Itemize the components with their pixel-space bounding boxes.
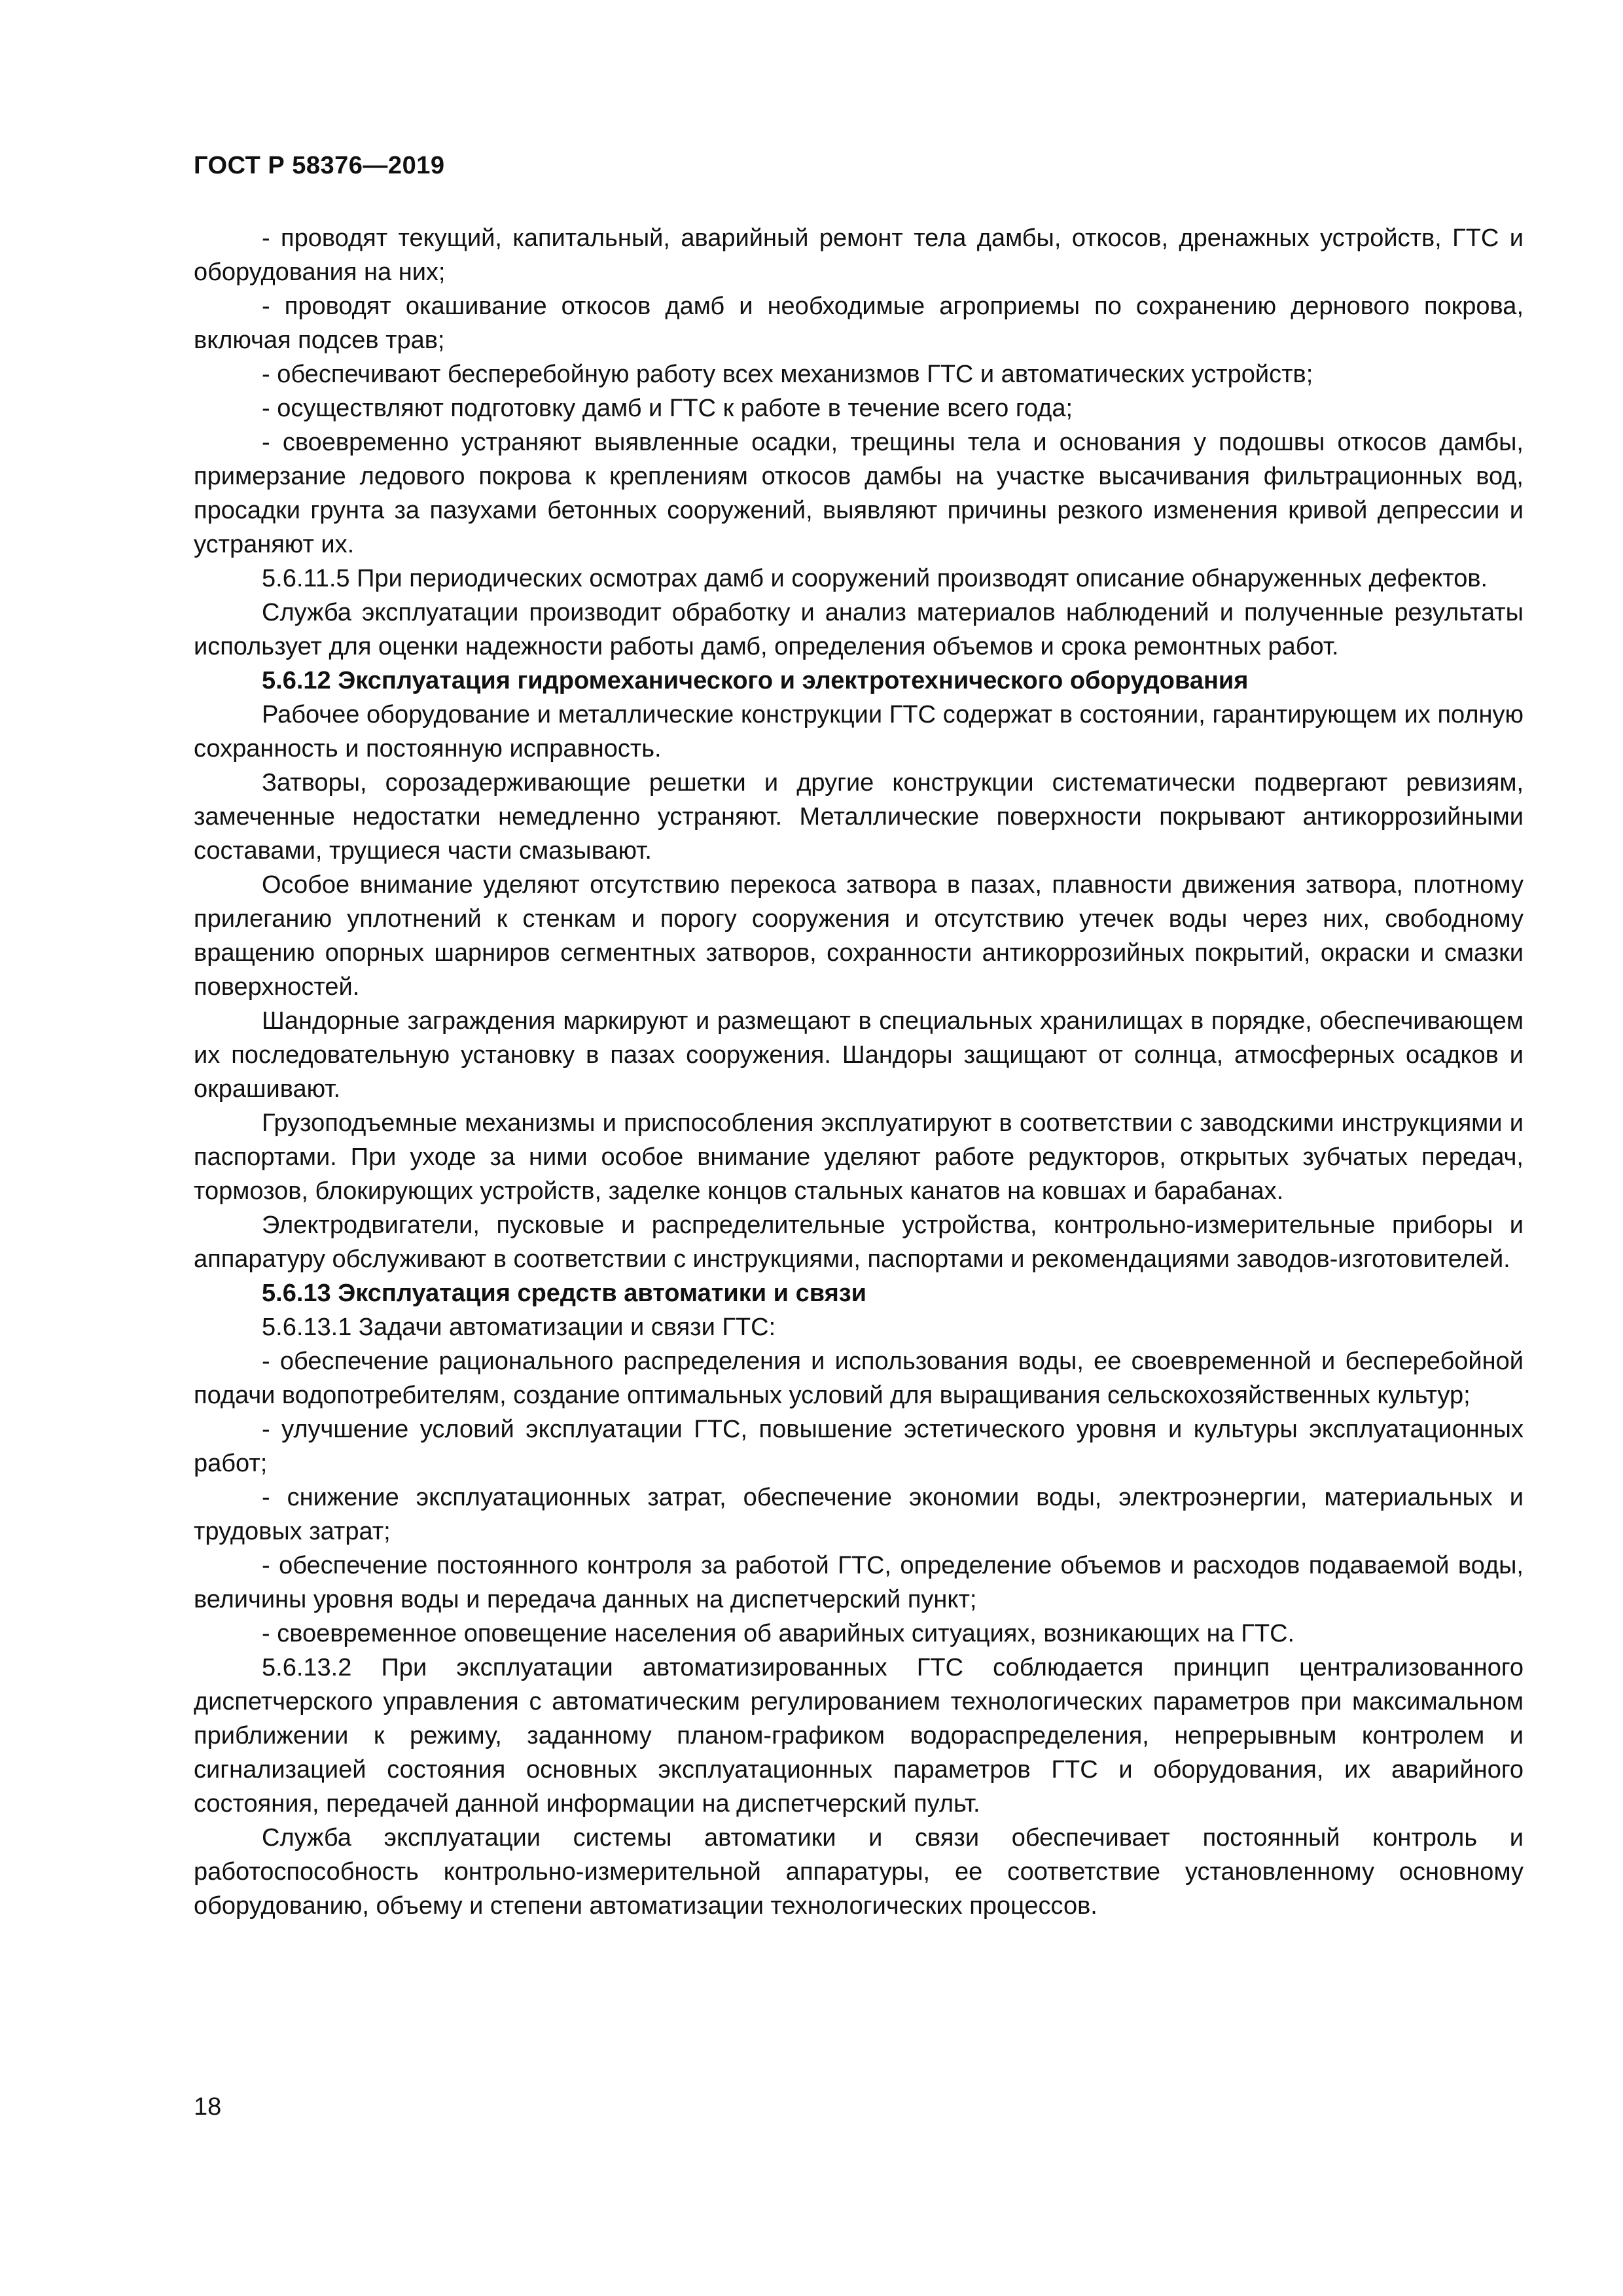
list-item-alerting: - своевременное оповещение населения об аварийных ситуациях, возникающих на ГТС. (262, 1620, 1295, 1647)
clause-5-6-13-2: 5.6.13.2 При эксплуатации автоматизированных ГТС соблюдается принцип централизованного диспетчерского управления с автоматическим регулированием технологических параметров при максимальном приближении к режиму, заданному планом-графиком водораспределения, непрерывным контролем и сигнализацией состояния основных эксплуатационных параметров ГТС и оборудования, их аварийного состояния, передачей данной информации на диспетчерский пульт. (194, 1654, 1524, 1818)
paragraph-working-equipment: Рабочее оборудование и металлические конструкции ГТС содержат в состоянии, гарантирующем их полную сохранность и постоянную исправность. (194, 701, 1524, 762)
paragraph-operation-service: Служба эксплуатации производит обработку и анализ материалов наблюдений и полученные результаты использует для оценки надежности работы дамб, определения объемов и срока ремонтных работ. (194, 599, 1524, 660)
section-heading-5-6-12: 5.6.12 Эксплуатация гидромеханического и электротехнического оборудования (262, 667, 1249, 694)
paragraph-lifting-mechanisms: Грузоподъемные механизмы и приспособления эксплуатируют в соответствии с заводскими инструкциями и паспортами. При уходе за ними особое внимание уделяют работе редукторов, открытых зубчатых передач, тормозов, блокирующих устройств, заделке концов стальных канатов на ковшах и барабанах. (194, 1109, 1524, 1205)
list-item-mechanisms: - обеспечивают бесперебойную работу всех механизмов ГТС и автоматических устройств; (262, 361, 1313, 388)
document-body (194, 221, 1524, 1923)
list-item-water-distribution: - обеспечение рационального распределения и использования воды, ее своевременной и бесперебойной подачи водопотребителям, создание оптимальных условий для выращивания сельскохозяйственных культур; (194, 1348, 1524, 1409)
section-heading-5-6-13: 5.6.13 Эксплуатация средств автоматики и связи (262, 1280, 867, 1307)
paragraph-stoplogs: Шандорные заграждения маркируют и размещают в специальных хранилищах в порядке, обеспечивающем их последовательную установку в пазах сооружения. Шандоры защищают от солнца, атмосферных осадков и окрашивают. (194, 1007, 1524, 1103)
clause-5-6-11-5: 5.6.11.5 При периодических осмотрах дамб и сооружений производят описание обнаруженных дефектов. (262, 565, 1488, 592)
list-item-repair: - проводят текущий, капитальный, аварийный ремонт тела дамбы, откосов, дренажных устройств, ГТС и оборудования на них; (194, 224, 1524, 286)
list-item-cost-reduction: - снижение эксплуатационных затрат, обеспечение экономии воды, электроэнергии, материальных и трудовых затрат; (194, 1484, 1524, 1545)
list-item-mowing: - проводят окашивание откосов дамб и необходимые агроприемы по сохранению дернового покрова, включая подсев трав; (194, 293, 1524, 354)
page-number: 18 (194, 2093, 222, 2121)
paragraph-automation-service: Служба эксплуатации системы автоматики и связи обеспечивает постоянный контроль и работоспособность контрольно-измерительной аппаратуры, ее соответствие установленному основному оборудованию, объему и степени автоматизации технологических процессов. (194, 1824, 1524, 1920)
paragraph-gates: Затворы, сорозадерживающие решетки и другие конструкции систематически подвергают ревизиям, замеченные недостатки немедленно устраняют. Металлические поверхности покрывают антикоррозийными составами, трущиеся части смазывают. (194, 769, 1524, 865)
list-item-operating-conditions: - улучшение условий эксплуатации ГТС, повышение эстетического уровня и культуры эксплуатационных работ; (194, 1416, 1524, 1477)
standard-header: ГОСТ Р 58376—2019 (194, 152, 445, 179)
list-item-monitoring: - обеспечение постоянного контроля за работой ГТС, определение объемов и расходов подаваемой воды, величины уровня воды и передача данных на диспетчерский пункт; (194, 1552, 1524, 1613)
paragraph-electric-motors: Электродвигатели, пусковые и распределительные устройства, контрольно-измерительные приборы и аппаратуру обслуживают в соответствии с инструкциями, паспортами и рекомендациями заводов-изготовителей. (194, 1211, 1524, 1273)
clause-5-6-13-1: 5.6.13.1 Задачи автоматизации и связи ГТС: (262, 1314, 776, 1341)
list-item-preparation: - осуществляют подготовку дамб и ГТС к работе в течение всего года; (262, 395, 1073, 422)
list-item-defects: - своевременно устраняют выявленные осадки, трещины тела и основания у подошвы откосов дамбы, примерзание ледового покрова к креплениям откосов дамбы на участке высачивания фильтрационных вод, просадки грунта за пазухами бетонных сооружений, выявляют причины резкого изменения кривой депрессии и устраняют их. (194, 429, 1524, 558)
paragraph-special-attention: Особое внимание уделяют отсутствию перекоса затвора в пазах, плавности движения затвора, плотному прилеганию уплотнений к стенкам и порогу сооружения и отсутствию утечек воды через них, свободному вращению опорных шарниров сегментных затворов, сохранности антикоррозийных покрытий, окраски и смазки поверхностей. (194, 871, 1524, 1001)
